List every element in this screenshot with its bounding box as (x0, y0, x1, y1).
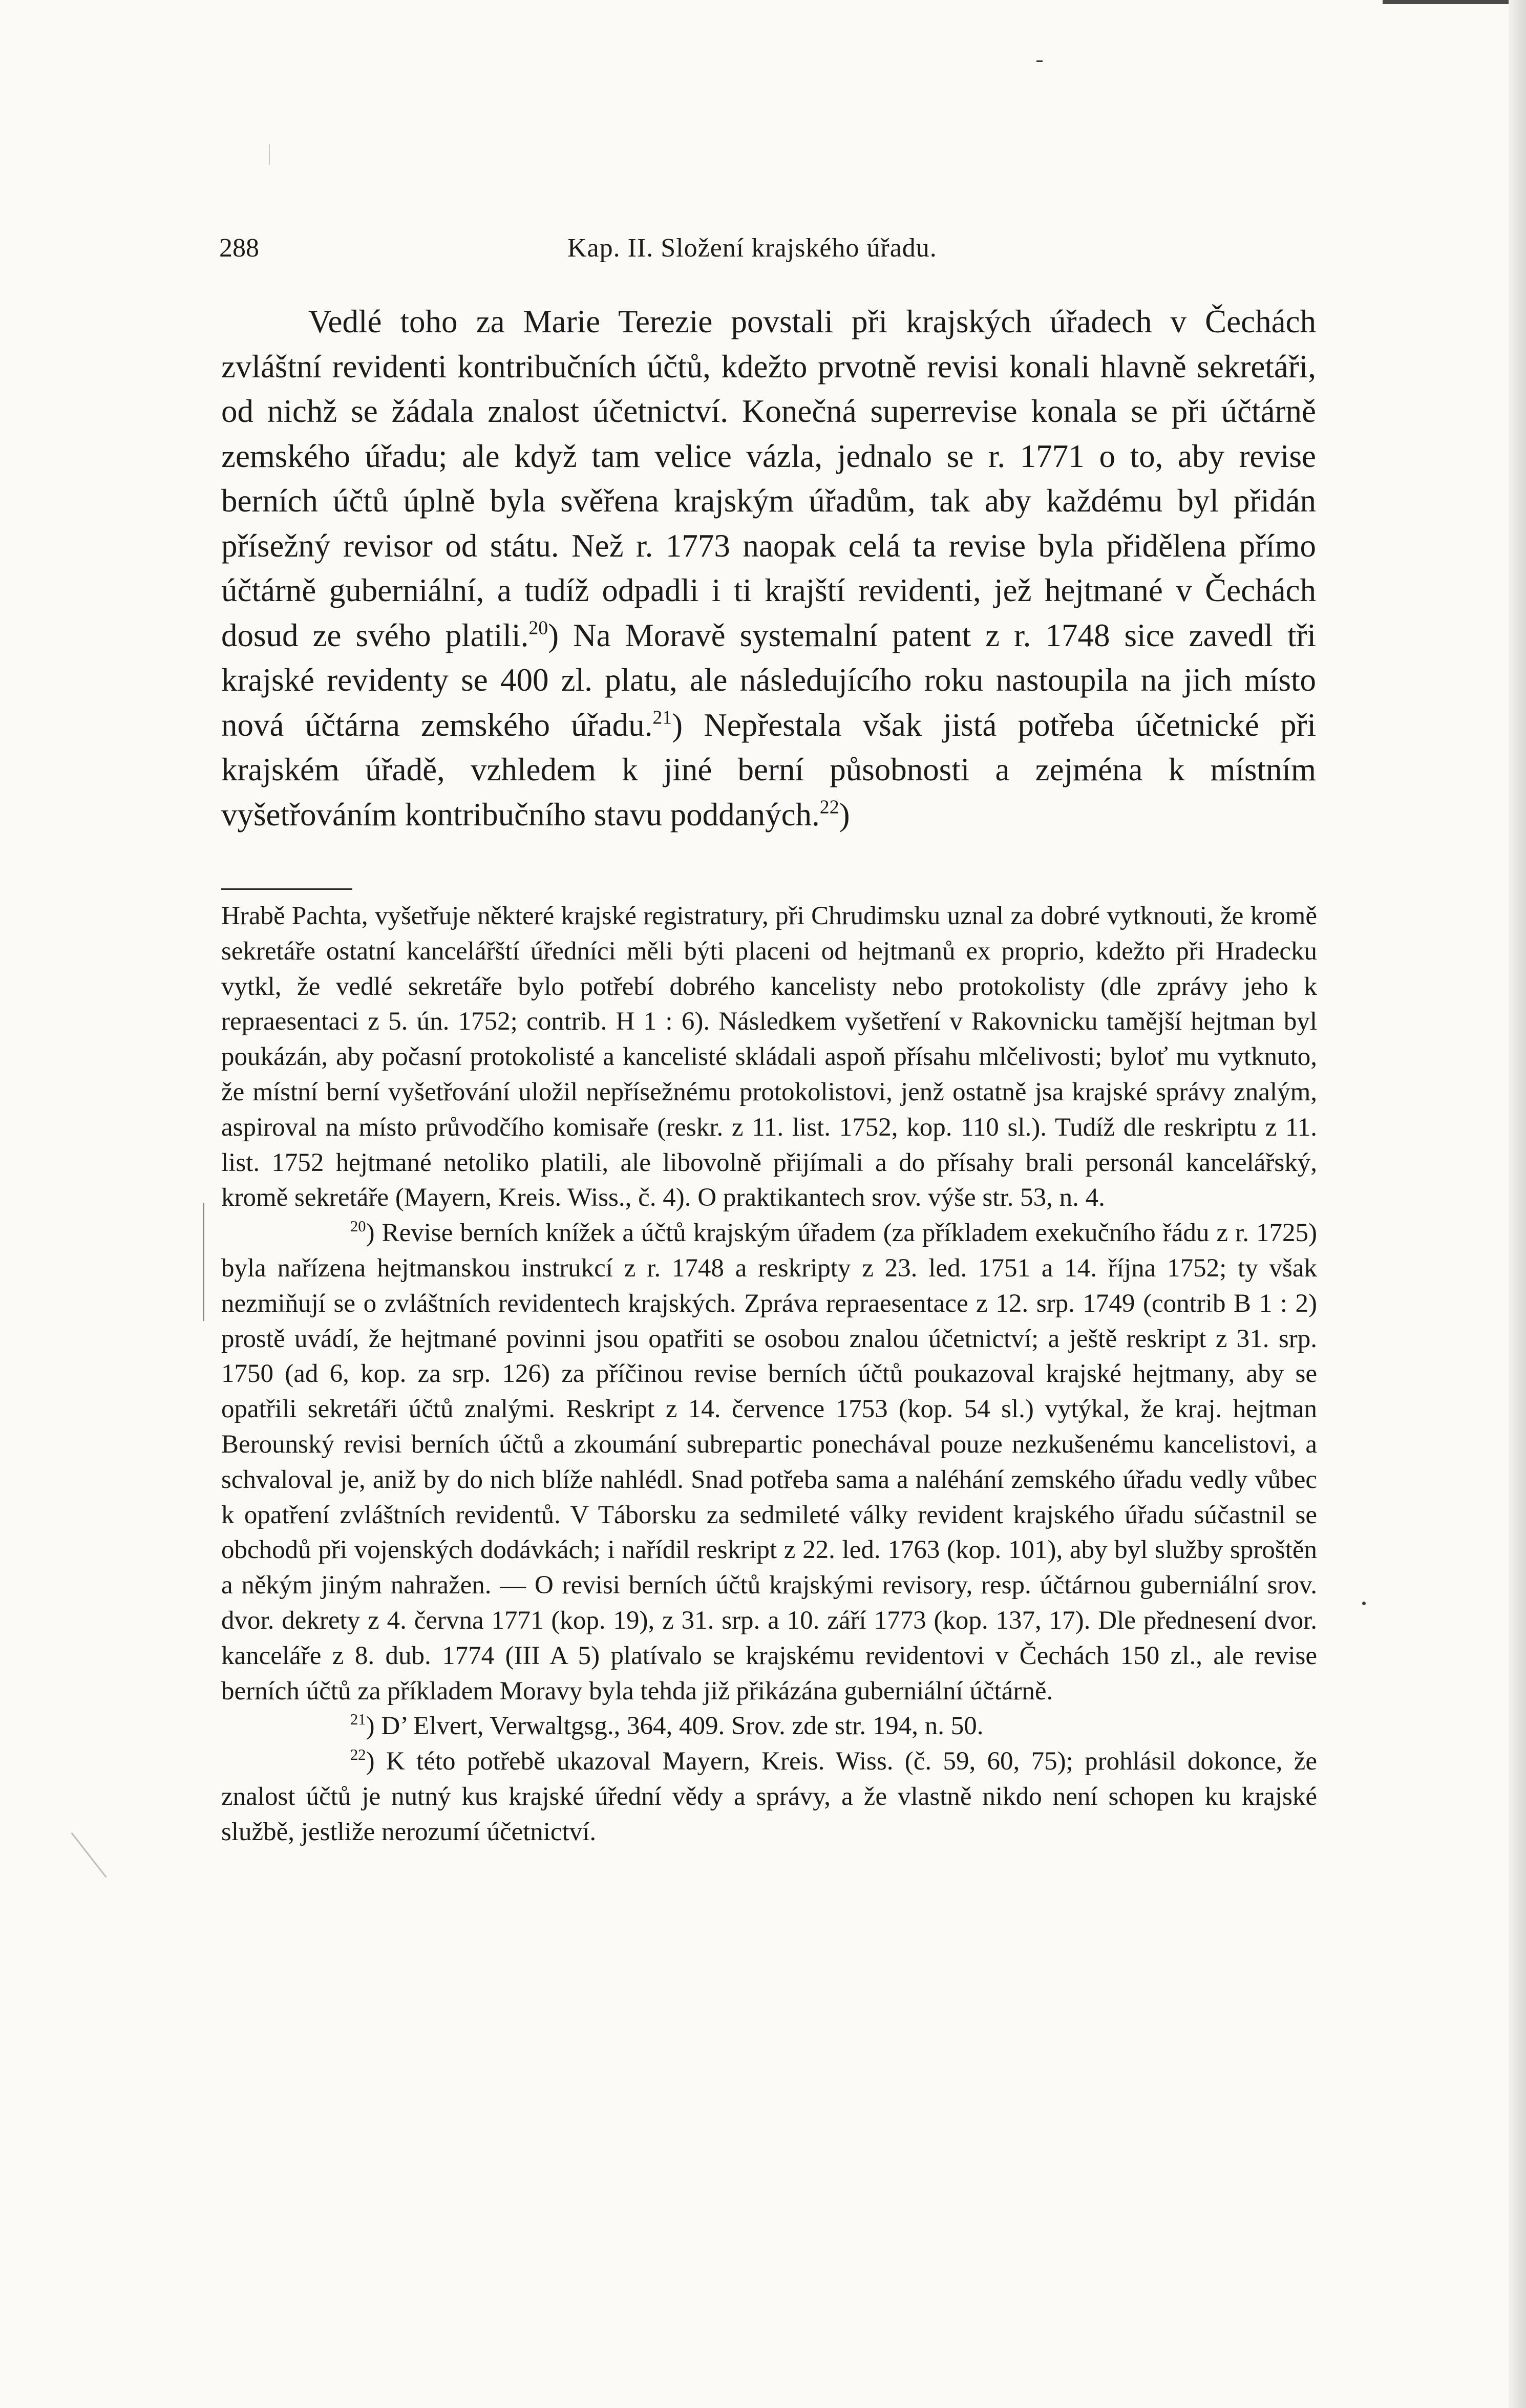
footnote-text: ) Revise berních knížek a účtů krajským úřadem (za příkladem exekučního řádu z r. 1725) byla nařízena hejtmanskou instrukcí z r. 1748 a reskripty z 23. led. 1751 a 14. října 1752; ty však nezmiňují se o zvláštních revidentech krajských. Zpráva repraesentace z 12. srp. 1749 (contrib B 1 : 2) prostě uvádí, že hejtmané povinni jsou opatřiti se osobou znalou účetnictví; a ještě reskript z 31. srp. 1750 (ad 6, kop. za srp. 126) za příčinou revise berních účtů poukazoval krajské hejtmany, aby se opatřili sekretáři účtů znalými. Reskript z 14. července 1753 (kop. 54 sl.) vytýkal, že kraj. hejtman Berounský revisi berních účtů a zkoumání subrepartic ponechával pouze nezkušenému kancelistovi, a schvaloval je, aniž by do nich blíže nahlédl. Snad potřeba sama a naléhání zemského úřadu vedly vůbec k opatření zvláštních revidentů. V Táborsku za sedmileté války revident krajského úřadu súčastnil se obchodů při vojenských dodávkách; i nařídil reskript z 22. led. 1763 (kop. 101), aby byl služby sproštěn a někým jiným nahražen. — O revisi berních účtů krajskými revisory, resp. účtárnou guberniální srov. dvor. dekrety z 4. června 1771 (kop. 19), z 31. srp. a 10. září 1773 (kop. 137, 17). Dle přednesení dvor. kanceláře z 8. dub. 1774 (III A 5) platívalo se krajskému revidentovi v Čechách 150 zl., ale revise berních účtů za příkladem Moravy byla tehda již přikázána guberniální účtárně. (221, 1219, 1317, 1706)
footnote-text: Hrabě Pachta, vyšetřuje některé krajské registratury, při Chrudimsku uznal za dobré vytknouti, že kromě sekretáře ostatní kancelářští úředníci měli býti placeni od hejtmanů ex proprio, kdežto při Hradecku vytkl, že vedlé sekretáře bylo potřebí dobrého kancelisty nebo protokolisty (dle zprávy jeho k repraesentaci z 5. ún. 1752; contrib. H 1 : 6). Následkem vyšetření v Rakovnicku tamější hejtman byl poukázán, aby počasní protokolisté a kancelisté skládali aspoň přísahu mlčelivosti; byloť mu vytknuto, že místní berní vyšetřování uložil nepřísežnému protokolistovi, jenž ostatně jsa krajské správy znalým, aspiroval na místo průvodčího komisaře (reskr. z 11. list. 1752, kop. 110 sl.). Tudíž dle reskriptu z 11. list. 1752 hejtmané netoliko platili, ale libovolně přijímali a do přísahy brali personál kancelářský, kromě sekretáře (Mayern, Kreis. Wiss., č. 4). O praktikantech srov. výše str. 53, n. 4. (221, 902, 1317, 1212)
footnote-marker: 21 (350, 1711, 366, 1729)
footnote-reference: 20 (528, 617, 548, 639)
footnote-marker: 22 (350, 1746, 366, 1764)
main-text-line: a tudíž odpadli i ti krajští revidenti, jež hejtmané v Čechách dosud ze (221, 572, 1317, 653)
main-text-line: konala se při účtárně zemského úřadu; ale když tam velice vázla, jednalo (221, 393, 1316, 474)
main-text-line: ) (839, 796, 850, 833)
footnote-text: ) D’ Elvert, Verwaltgsg., 364, 409. Srov. zde str. 194, n. 50. (366, 1712, 984, 1741)
footnote-marker: 20 (350, 1218, 366, 1235)
main-text-line: r. 1773 naopak celá ta revise byla přidělena přímo účtárně guberniální, (221, 527, 1316, 608)
main-text-line: svého platili. (355, 617, 529, 653)
margin-pencil-mark (71, 1832, 107, 1878)
page-number: 288 (219, 233, 259, 263)
main-text-line: účetnické při krajském úřadě, vzhledem k jiné berní působnosti a zejména (221, 707, 1317, 787)
main-text-line: zvláštní revidenti kontribučních účtů, kdežto prvotně revisi konali hlavně (221, 348, 1186, 385)
footnote-19 (221, 899, 1317, 1216)
running-title: Kap. II. Složení krajského úřadu. (567, 233, 937, 263)
scan-speck (1036, 60, 1043, 62)
page-header (219, 230, 1064, 266)
main-text-line: Vedlé toho za Marie Terezie povstali při krajských úřadech v Čechách (308, 304, 1316, 339)
main-text-line: k místním vyšetřováním kontribučního stavu poddaných. (221, 752, 1316, 833)
scan-speck (1362, 1602, 1366, 1605)
main-text-line: jich místo nová účtárna zemského úřadu. (221, 662, 1317, 743)
main-text-line: krajské revidenty se 400 zl. platu, ale následujícího roku nastoupila na (221, 662, 1172, 698)
scan-top-edge (1383, 0, 1526, 4)
main-text-line: se r. 1771 o to, aby revise berních účtů úplně byla svěřena krajským (221, 438, 1317, 519)
footnote-reference: 22 (819, 796, 839, 818)
footnote-22 (221, 1744, 1317, 1849)
footnote-20 (221, 1216, 1317, 1709)
footnote-text: ) K této potřebě ukazoval Mayern, Kreis. Wiss. (č. 59, 60, 75); prohlásil dokonce, že znalost účtů je nutný kus krajské úřední vědy a správy, a že vlastně nikdo není schopen ku krajské službě, jestliže nerozumí účetnictví. (221, 1747, 1317, 1846)
margin-pencil-mark (203, 1203, 204, 1321)
footnote-21 (221, 1709, 1317, 1744)
main-paragraph (221, 300, 1316, 837)
footnote-reference: 21 (652, 707, 672, 729)
main-text-line: úřadům, tak aby každému byl přidán přísežný revisor od státu. Než (221, 483, 1316, 564)
main-text-line: ) Na Moravě systemalní patent z r. 1748 sice zavedl tři (548, 617, 1316, 653)
main-text-line: ) Nepřestala však jistá potřeba (672, 707, 1115, 743)
footnote-separator (221, 888, 352, 890)
footnotes (221, 899, 1317, 1850)
scan-speck (269, 144, 270, 165)
scan-right-edge (1509, 0, 1526, 2408)
main-text-line: sekretáři, od nichž se žádala znalost účetnictví. Konečná superrevise (221, 348, 1317, 429)
